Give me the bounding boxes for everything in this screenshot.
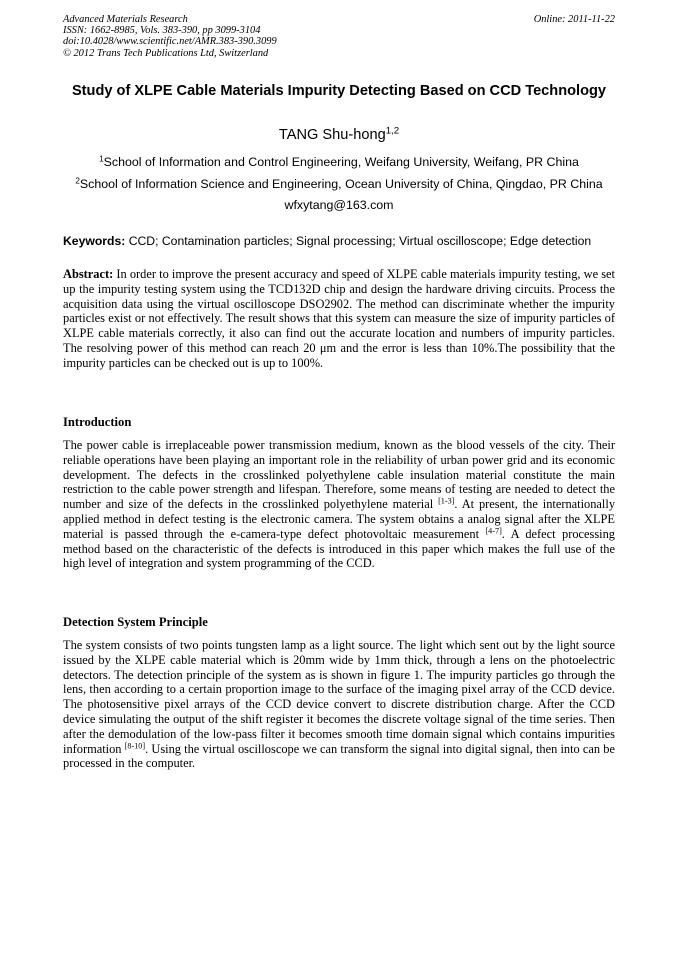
- paper-title: Study of XLPE Cable Materials Impurity Detecting Based on CCD Technology: [71, 83, 607, 99]
- keywords-label: Keywords:: [63, 234, 126, 248]
- online-date: Online: 2011-11-22: [533, 14, 615, 25]
- citation-8-10: [8-10]: [124, 741, 146, 751]
- affiliation-1: [63, 155, 615, 169]
- affiliation-1-text: School of Information and Control Engineering, Weifang University, Weifang, PR China: [103, 155, 579, 169]
- journal-name: Advanced Materials Research: [63, 14, 188, 25]
- copyright-line: © 2012 Trans Tech Publications Ltd, Switzerland: [63, 47, 269, 59]
- introduction-heading: Introduction: [63, 415, 132, 429]
- author-line: [63, 127, 615, 143]
- affiliation-2-mark: 2: [75, 176, 80, 186]
- journal-header: [63, 14, 615, 59]
- detection-paragraph: [63, 638, 615, 771]
- affiliation-2: [63, 177, 615, 191]
- detection-text-1: The system consists of two points tungsten lamp as a light source. The light which sent out by the light source issued by the XLPE cable material which is 20mm wide by 1mm thick, through a lens on the photoelectric detectors. The detection principle of the system as is shown in figure 1. The impurity particles go through the lens, then according to a certain proportion image to the surface of the imaging pixel array of the CCD device. The photosensitive pixel arrays of the CCD device convert to discrete distribution charge. After the CCD device simulating the output of the shift register it becomes the discrete voltage signal of the time series. Then after the demodulation of the low-pass filter it becomes smooth time domain signal which contains impurities information: [63, 638, 615, 756]
- keywords-line: [63, 234, 615, 248]
- introduction-text-2: . At present, the internationally applied method in defect testing is the electronic camera. The system obtains a analog signal after the XLPE material is passed through the e-camera-type defect photovoltaic measurement: [63, 497, 616, 541]
- introduction-text-1: The power cable is irreplaceable power transmission medium, known as the blood vessels of the city. Their reliable operations have been playing an important role in the reliability of urban power grid and its economic development. The defects in the crosslinked polyethylene cable insulation material constitute the main restriction to the cable power strength and lifespan. Therefore, some means of testing are needed to detect the number and size of the defects in the crosslinked polyethylene material: [63, 438, 615, 512]
- author-affiliation-mark: 1,2: [385, 125, 400, 137]
- abstract-text: In order to improve the present accuracy and speed of XLPE cable materials impurity testing, we set up the impurity testing system using the TCD132D chip and design the hardware driving circuits. Process the acquisition data using the virtual oscilloscope DSO2902. The method can discriminate whether the impurity particles exist or not effectively. The result shows that this system can measure the size of impurity particles of XLPE cable materials correctly, it also can find out the accurate location and numbers of impurity particles. The resolving power of this method can reach 20 μm and the error is less than 10%.The possibility that the impurity particles can be checked out is up to 100%.: [63, 267, 615, 370]
- detection-heading: Detection System Principle: [63, 615, 208, 629]
- abstract-paragraph: [63, 267, 615, 371]
- introduction-text-3: . A defect processing method based on the characteristic of the defects is introduced in this paper which makes the full use of the high level of integration and system programming of the CCD.: [63, 526, 615, 571]
- affiliation-2-text: School of Information Science and Engineering, Ocean University of China, Qingdao, PR China: [79, 177, 603, 191]
- detection-text-2: . Using the virtual oscilloscope we can transform the signal into digital signal, then into can be processed in the computer.: [63, 741, 615, 771]
- author-email: wfxytang@163.com: [284, 198, 394, 212]
- citation-4-7: [4-7]: [485, 526, 502, 536]
- author-name: TANG Shu-hong: [278, 127, 386, 143]
- doi-line: doi:10.4028/www.scientific.net/AMR.383-390.3099: [63, 36, 277, 48]
- citation-1-3: [1-3]: [438, 496, 455, 506]
- issn-line: ISSN: 1662-8985, Vols. 383-390, pp 3099-3104: [63, 25, 261, 37]
- affiliation-1-mark: 1: [99, 154, 104, 164]
- keywords-text: CCD; Contamination particles; Signal processing; Virtual oscilloscope; Edge detection: [125, 234, 592, 248]
- introduction-paragraph: [63, 438, 615, 571]
- abstract-label: Abstract:: [63, 267, 114, 281]
